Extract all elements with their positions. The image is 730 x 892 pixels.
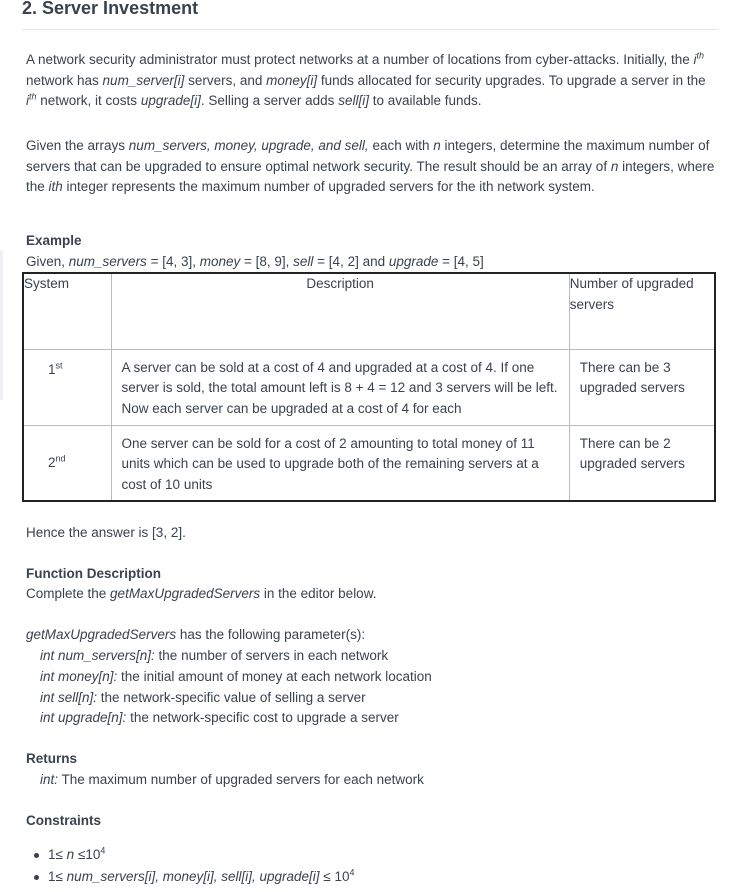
text-fragment: A network security administrator must protect networks at a number of locations from cyber-attacks. Initially, the [26,52,694,67]
ordinal-suffix: st [55,360,63,370]
left-edge-strip [0,250,3,400]
system-number: 1 [48,361,56,377]
constraint-item [34,845,354,867]
text-fragment: Given the arrays [26,138,129,153]
text-fragment: ≤10 [74,847,101,862]
parameter-item [40,708,700,729]
var-sell: sell [293,254,314,269]
text-fragment: integers, where the [26,158,715,194]
text-fragment: = [4, 3], [146,254,200,269]
text-fragment: Given, [26,254,69,269]
table-row [23,425,715,501]
text-fragment: has the following parameter(s): [176,627,366,642]
return-desc: The maximum number of upgraded servers for each network [58,772,424,787]
parameter-item [40,667,700,688]
text-fragment: integer represents the maximum number of upgraded servers for the ith network system. [62,179,595,194]
text-fragment: servers, and [184,72,267,88]
var-upgrade: upgrade[i] [140,93,201,108]
title-divider [22,29,718,30]
function-description-text [26,584,716,605]
var-upgrade: upgrade [388,254,439,269]
var-i: i [693,52,697,67]
example-table [22,272,716,502]
text-fragment: 1≤ [48,847,67,862]
parameter-item [40,646,700,667]
parameter-name: int sell[n]: [40,690,98,705]
table-row [23,349,715,425]
text-fragment: to available funds. [368,93,482,108]
parameter-name: int upgrade[n]: [40,710,127,725]
text-fragment: Complete the [26,586,111,601]
parameter-item [40,688,700,709]
superscript-th: th [29,91,37,102]
parameters-intro [26,625,716,646]
text-fragment: = [8, 9], [240,254,294,269]
bullet-icon [34,875,39,880]
var-sell: sell[i] [338,93,369,108]
return-type: int: [40,772,59,787]
system-number: 2 [48,454,56,470]
system-cell [23,425,111,501]
text-fragment: = [4, 5] [438,254,484,269]
parameter-desc: the initial amount of money at each network location [117,669,432,684]
var-ith: ith [48,179,63,194]
text-fragment: 1≤ [48,869,67,884]
parameter-name: int money[n]: [40,669,118,684]
constraint-item [34,867,354,889]
constraints-heading: Constraints [26,813,102,828]
var-num-servers: num_servers [68,254,147,269]
text-fragment: . Selling a server adds [200,93,339,108]
header-number-upgraded: Number of upgraded servers [569,273,715,349]
var-num-server: num_server[i] [102,72,185,88]
text-fragment: integers, determine the maximum number of servers that can be upgraded to ensure optimal network security. The result should be an array of [26,138,710,174]
var-n: n [66,847,75,862]
returns-text [40,770,730,791]
example-heading: Example [26,233,82,248]
description-cell: A server can be sold at a cost of 4 and upgraded at a cost of 4. If one server is sold, the total amount left is 8 + 4 = 12 and 3 servers will be left. Now each server can be upgraded at a cost of 4 for each [111,349,569,425]
result-cell: There can be 3 upgraded servers [569,349,715,425]
example-answer: Hence the answer is [3, 2]. [26,525,186,540]
header-system: System [23,273,111,349]
bullet-icon [34,853,39,858]
var-money: money[i] [266,72,318,88]
example-given-line [26,252,716,273]
var-arrays: num_servers, money, upgrade, and sell, [128,138,369,153]
function-name: getMaxUpgradedServers [26,627,177,642]
function-description-heading: Function Description [26,566,161,581]
system-cell [23,349,111,425]
page-title: 2. Server Investment [22,0,199,18]
var-n: n [433,138,441,153]
result-cell: There can be 2 upgraded servers [569,425,715,501]
header-description: Description [111,273,569,349]
var-i: i [26,93,29,108]
text-fragment: in the editor below. [260,586,377,601]
returns-heading: Returns [26,751,78,766]
function-name: getMaxUpgradedServers [110,586,261,601]
var-money: money [199,254,241,269]
text-fragment: network, it costs [36,93,141,108]
parameter-name: int num_servers[n]: [40,648,155,663]
text-fragment: ≤ 10 [319,869,350,884]
text-fragment: = [4, 2] and [313,254,389,269]
description-cell: One server can be sold for a cost of 2 amounting to total money of 11 units which can be used to upgrade both of the remaining servers at a cost of 10 units [111,425,569,501]
text-fragment: each with [368,138,434,153]
ordinal-suffix: nd [55,453,66,463]
constraints-list [34,845,354,889]
parameter-desc: the network-specific value of selling a server [97,690,366,705]
exponent: 4 [349,867,355,878]
parameter-desc: the number of servers in each network [154,648,389,663]
var-list: num_servers[i], money[i], sell[i], upgrade[i] [66,869,320,884]
intro-paragraph-2 [26,136,716,198]
exponent: 4 [100,845,106,856]
table-header-row [23,273,715,349]
text-fragment: funds allocated for security upgrades. To upgrade a server in the [317,72,706,88]
var-n: n [610,158,619,174]
superscript-th: th [696,50,705,61]
parameter-desc: the network-specific cost to upgrade a server [126,710,399,725]
intro-paragraph-1 [26,50,716,112]
text-fragment: network has [26,72,103,88]
